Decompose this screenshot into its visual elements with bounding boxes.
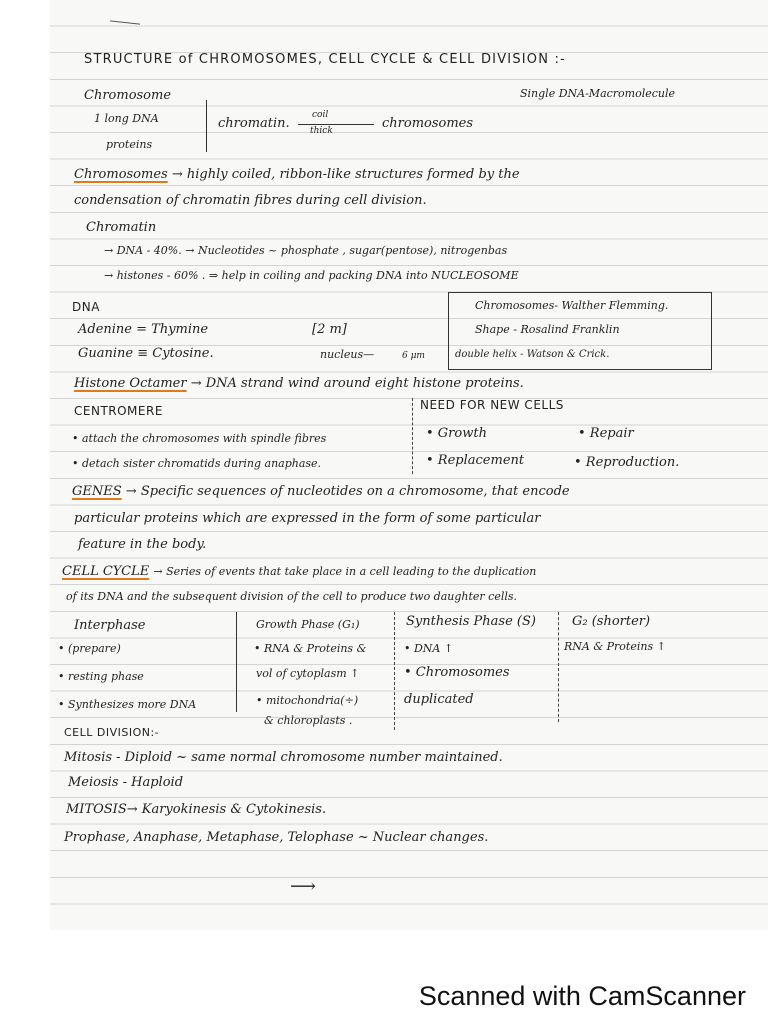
credits-line1: Chromosomes- Walther Flemming. bbox=[475, 299, 669, 312]
g1-item2: vol of cytoplasm ↑ bbox=[256, 667, 360, 680]
genes-term: GENES bbox=[72, 484, 122, 499]
s-item2: • Chromosomes bbox=[404, 665, 510, 680]
centromere-item2: • detach sister chromatids during anaphase. bbox=[72, 457, 322, 470]
histone-octamer-term: Histone Octamer bbox=[74, 376, 187, 391]
cell-cycle-line2: of its DNA and the subsequent division of the cell to produce two daughter cells. bbox=[66, 590, 518, 603]
genes-line3: feature in the body. bbox=[78, 537, 207, 552]
long-dna-label: 1 long DNA bbox=[94, 112, 159, 125]
adenine-thymine: Adenine = Thymine bbox=[78, 322, 209, 337]
g2-item1: RNA & Proteins ↑ bbox=[564, 640, 666, 653]
cell-cycle-term: CELL CYCLE bbox=[62, 564, 150, 579]
chromosomes-def-line2: condensation of chromatin fibres during cell division. bbox=[74, 193, 427, 208]
s-item1: • DNA ↑ bbox=[404, 642, 454, 655]
chromatin-dna: → DNA - 40%. → Nucleotides ~ phosphate , sugar(pentose), nitrogenbas bbox=[104, 244, 508, 257]
new-cells-growth: • Growth bbox=[426, 426, 487, 441]
nucleus-size: 6 μm bbox=[402, 351, 425, 361]
histone-octamer-text: → DNA strand wind around eight histone proteins. bbox=[190, 376, 524, 391]
cell-cycle-definition bbox=[62, 564, 536, 579]
notebook-page bbox=[50, 0, 768, 930]
s-heading: Synthesis Phase (S) bbox=[406, 614, 536, 629]
chromatin-label: chromatin. bbox=[218, 116, 290, 131]
guanine-cytosine: Guanine ≡ Cytosine. bbox=[78, 346, 214, 361]
dna-heading: DNA bbox=[72, 300, 100, 314]
nucleus-label: nucleus— bbox=[320, 348, 375, 361]
coil-label: coil bbox=[312, 110, 329, 120]
centromere-heading: CENTROMERE bbox=[74, 404, 163, 418]
g1-heading: Growth Phase (G₁) bbox=[256, 618, 360, 631]
interphase-heading: Interphase bbox=[74, 618, 146, 633]
g1-item4: & chloroplasts . bbox=[264, 714, 353, 727]
bracket bbox=[200, 100, 207, 152]
g1-item1: • RNA & Proteins & bbox=[254, 642, 367, 655]
centromere-item1: • attach the chromosomes with spindle fibres bbox=[72, 432, 327, 445]
chromosome-label: Chromosome bbox=[84, 88, 172, 103]
g2-heading: G₂ (shorter) bbox=[572, 614, 651, 629]
phase-divider-1 bbox=[394, 612, 395, 730]
credits-line2: Shape - Rosalind Franklin bbox=[475, 323, 620, 336]
chromosomes-def-line1: → highly coiled, ribbon-like structures formed by the bbox=[171, 167, 520, 182]
histone-octamer bbox=[74, 376, 524, 391]
cell-division-heading: CELL DIVISION:- bbox=[64, 726, 160, 739]
genes-definition bbox=[72, 484, 570, 499]
credits-box bbox=[448, 292, 712, 370]
thick-label: thick bbox=[310, 126, 333, 136]
chromatin-histones: → histones - 60% . ⇒ help in coiling and packing DNA into NUCLEOSOME bbox=[104, 269, 519, 282]
chromosomes-term: Chromosomes bbox=[74, 167, 168, 182]
chromatin-heading: Chromatin bbox=[86, 220, 157, 235]
meiosis-line: Meiosis - Haploid bbox=[68, 775, 184, 790]
genes-line2: particular proteins which are expressed in the form of some particular bbox=[74, 511, 541, 526]
new-cells-replacement: • Replacement bbox=[426, 453, 525, 468]
interphase-resting: • resting phase bbox=[58, 670, 144, 683]
interphase-prepare: • (prepare) bbox=[58, 642, 121, 655]
credits-line3: double helix - Watson & Crick. bbox=[455, 349, 610, 360]
new-cells-repair: • Repair bbox=[578, 426, 634, 441]
scanner-watermark: Scanned with CamScanner bbox=[418, 981, 746, 1011]
divider bbox=[412, 398, 413, 474]
dna-length: [2 m] bbox=[312, 322, 347, 337]
cell-cycle-line1: → Series of events that take place in a cell leading to the duplication bbox=[153, 565, 537, 578]
chromosomes-definition bbox=[74, 167, 520, 182]
new-cells-reproduction: • Reproduction. bbox=[574, 455, 680, 470]
genes-line1: → Specific sequences of nucleotides on a chromosome, that encode bbox=[125, 484, 570, 499]
mitosis-line: Mitosis - Diploid ~ same normal chromosome number maintained. bbox=[64, 750, 503, 765]
chromosomes-label: chromosomes bbox=[382, 116, 474, 131]
mitosis-kinesis-line: MITOSIS→ Karyokinesis & Cytokinesis. bbox=[66, 802, 327, 817]
interphase-bracket bbox=[230, 612, 237, 712]
phases-line: Prophase, Anaphase, Metaphase, Telophase ~ Nuclear changes. bbox=[64, 830, 489, 845]
page-title: STRUCTURE of CHROMOSOMES, CELL CYCLE & CELL DIVISION :- bbox=[84, 52, 566, 67]
arrow-mark: ⟶ bbox=[290, 876, 316, 897]
proteins-label: proteins bbox=[106, 138, 153, 151]
arrow-line bbox=[298, 124, 374, 125]
interphase-synth: • Synthesizes more DNA bbox=[58, 698, 197, 711]
new-cells-heading: NEED FOR NEW CELLS bbox=[420, 398, 564, 412]
single-dna-label: Single DNA-Macromolecule bbox=[520, 87, 676, 100]
phase-divider-2 bbox=[558, 612, 559, 722]
s-item3: duplicated bbox=[404, 692, 474, 707]
margin-dash bbox=[110, 20, 140, 24]
g1-item3: • mitochondria(÷) bbox=[256, 694, 359, 707]
